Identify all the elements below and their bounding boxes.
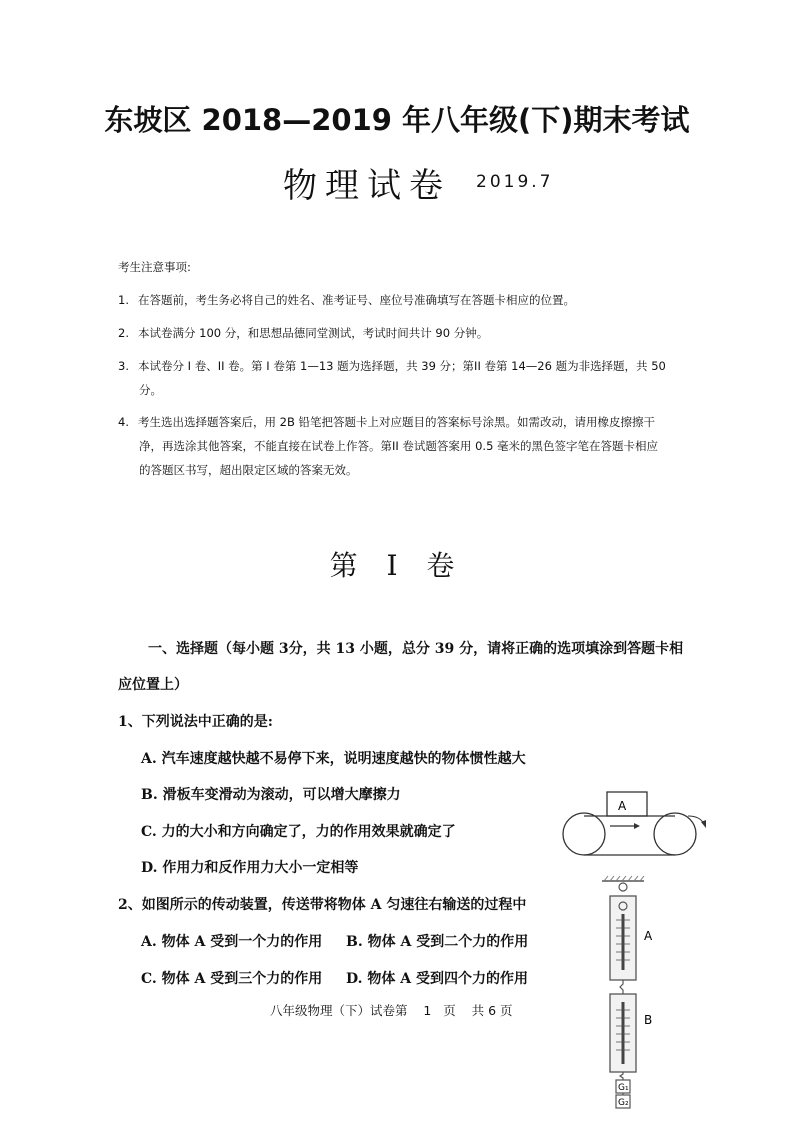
note-item-4: 4. 考生选出选择题答案后，用 2B 铅笔把答题卡上对应题目的答案标号涂黑。如需改动，请用橡皮擦擦干 净，再选涂其他答案，不能直接在试卷上作答。第II 卷试题答案用 0.5 毫米的黑色签字笔在答题卡相应 的答题区书写，超出限定区域的答案无效。 bbox=[118, 415, 659, 477]
question-2-option-a: A. 物体 A 受到一个力的作用 bbox=[141, 934, 323, 950]
weight-g2-label: G₂ bbox=[618, 1098, 629, 1108]
left-pulley bbox=[563, 813, 605, 855]
section-heading-line2: 应位置上） bbox=[118, 677, 188, 693]
spring-scales-figure bbox=[596, 874, 666, 1110]
question-2-option-d: D. 物体 A 受到四个力的作用 bbox=[346, 971, 528, 987]
question-1-option-c: C. 力的大小和方向确定了，力的作用效果就确定了 bbox=[141, 824, 456, 840]
block-a-label: A bbox=[618, 799, 627, 813]
weight-g1-label: G₁ bbox=[618, 1083, 629, 1093]
scale-a-label: A bbox=[644, 929, 653, 943]
question-2-option-b: B. 物体 A 受到二个力的作用 bbox=[346, 934, 529, 950]
scale-b-label: B bbox=[644, 1013, 653, 1027]
conveyor-figure bbox=[550, 786, 710, 860]
note-item-2: 2. 本试卷满分 100 分，和思想品德同堂测试，考试时间共计 90 分钟。 bbox=[118, 326, 489, 340]
question-1-stem: 1、下列说法中正确的是: bbox=[118, 714, 273, 730]
question-1-option-d: D. 作用力和反作用力大小一定相等 bbox=[141, 860, 359, 876]
hook-b bbox=[620, 1072, 623, 1080]
volume-heading: 第 I 卷 bbox=[329, 549, 465, 582]
note-item-3: 3. 本试卷分 I 卷、II 卷。第 I 卷第 1—13 题为选择题，共 39 分；第II 卷第 14—26 题为非选择题，共 50 分。 bbox=[118, 359, 666, 397]
page-footer: 八年级物理（下）试卷第 1 页 共 6 页 bbox=[270, 1003, 513, 1018]
question-1-option-b: B. 滑板车变滑动为滚动，可以增大摩擦力 bbox=[141, 787, 401, 803]
question-2-option-c: C. 物体 A 受到三个力的作用 bbox=[141, 971, 323, 987]
right-pulley bbox=[654, 813, 696, 855]
exam-title: 东坡区 2018—2019 年八年级(下)期末考试 bbox=[104, 103, 690, 137]
exam-subtitle: 物理试卷 bbox=[283, 166, 451, 206]
motion-arrow-head bbox=[634, 823, 640, 829]
question-2-stem: 2、如图所示的传动装置，传送带将物体 A 匀速往右输送的过程中 bbox=[118, 897, 527, 913]
notes-heading: 考生注意事项: bbox=[118, 260, 191, 274]
question-1-option-a: A. 汽车速度越快越不易停下来，说明速度越快的物体惯性越大 bbox=[141, 751, 526, 767]
note-item-1: 1. 在答题前，考生务必将自己的姓名、准考证号、座位号准确填写在答题卡相应的位置。 bbox=[118, 293, 575, 307]
block-a bbox=[607, 792, 647, 816]
exam-date: 2019.7 bbox=[476, 172, 554, 192]
section-heading-line1: 一、选择题（每小题 3分，共 13 小题，总分 39 分，请将正确的选项填涂到答题卡相 bbox=[148, 641, 684, 657]
hook-a bbox=[620, 980, 623, 994]
